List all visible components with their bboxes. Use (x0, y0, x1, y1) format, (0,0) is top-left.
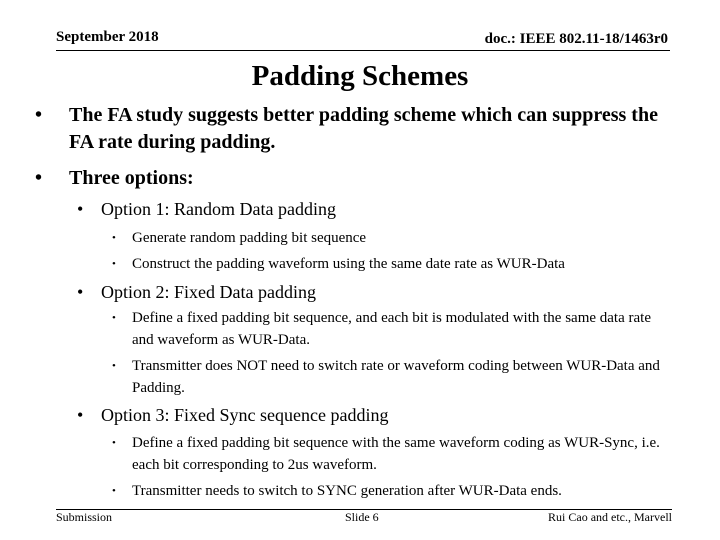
footer-submission: Submission (56, 510, 113, 524)
option-2-label (77, 281, 677, 303)
bullet-fa-study (35, 102, 685, 156)
bullet-dot: • (112, 312, 116, 324)
header-divider (56, 50, 670, 51)
point-text: Define a fixed padding bit sequence, and each bit is modulated with the same data rate and waveform as WUR-Data. (132, 310, 651, 348)
option-text: Option 1: Random Data padding (101, 199, 336, 219)
point-text: Define a fixed padding bit sequence with the same waveform coding as WUR-Sync, i.e. each bit corresponding to 2us waveform. (132, 435, 660, 473)
bullet-dot: • (77, 282, 84, 302)
header-doc-id: doc.: IEEE 802.11-18/1463r0 (484, 31, 668, 47)
point-text: Construct the padding waveform using the same date rate as WUR-Data (132, 256, 565, 272)
option-3-point-2 (112, 480, 672, 502)
bullet-dot: • (35, 167, 43, 189)
bullet-dot: • (112, 360, 116, 372)
option-1-point-1 (112, 227, 672, 249)
option-1-label (77, 198, 677, 220)
bullet-dot: • (112, 232, 116, 244)
option-3-label (77, 404, 677, 426)
bullet-dot: • (112, 485, 116, 497)
point-text: Transmitter does NOT need to switch rate or waveform coding between WUR-Data and Padding. (132, 358, 660, 396)
option-text: Option 3: Fixed Sync sequence padding (101, 405, 389, 425)
bullet-dot: • (112, 437, 116, 449)
bullet-dot: • (35, 104, 43, 126)
option-2-point-1 (112, 307, 672, 351)
bullet-dot: • (77, 405, 84, 425)
header-date: September 2018 (56, 29, 159, 45)
bullet-dot: • (77, 199, 84, 219)
option-2-point-2 (112, 355, 672, 399)
option-1-point-2 (112, 253, 672, 275)
bullet-dot: • (112, 258, 116, 270)
option-text: Option 2: Fixed Data padding (101, 282, 316, 302)
footer-slide-number: Slide 6 (345, 510, 379, 524)
bullet-text: The FA study suggests better padding scheme which can suppress the FA rate during padding. (69, 104, 658, 153)
bullet-text: Three options: (69, 167, 194, 189)
footer-author: Rui Cao and etc., Marvell (548, 510, 672, 524)
point-text: Generate random padding bit sequence (132, 230, 367, 246)
option-3-point-1 (112, 432, 672, 476)
slide-title: Padding Schemes (251, 60, 469, 92)
bullet-three-options (35, 165, 685, 192)
point-text: Transmitter needs to switch to SYNC generation after WUR-Data ends. (132, 483, 562, 499)
